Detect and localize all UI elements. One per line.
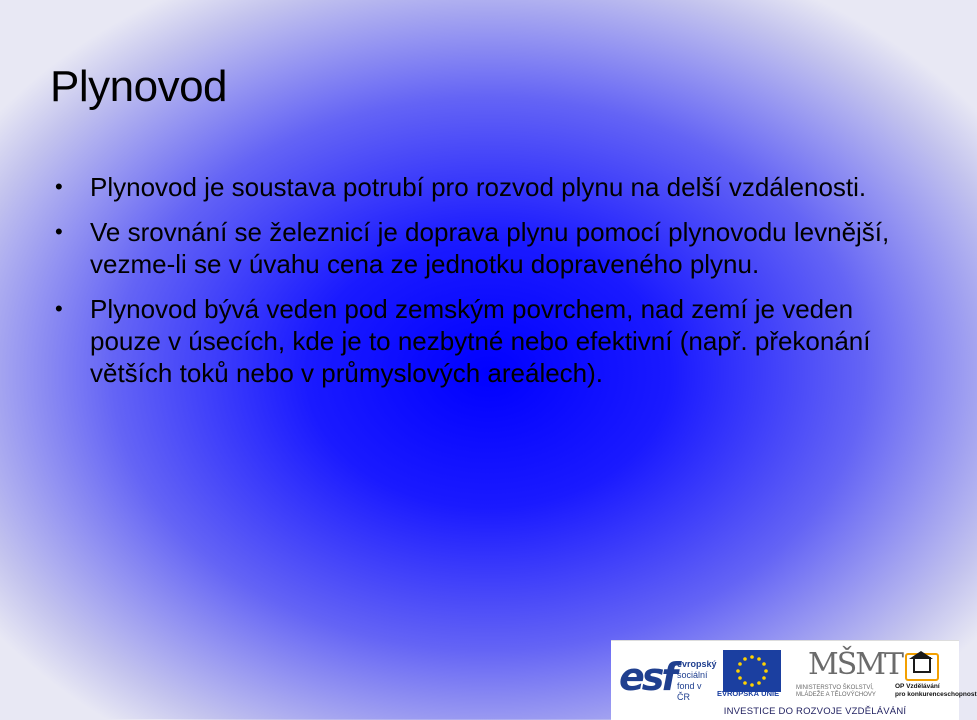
- op-house-icon: [913, 657, 931, 673]
- bullet-text-2: Ve srovnání se železnicí je doprava plynu pomocí plynovodu levnější, vezme-li se v úvahu cena ze jednotku dopraveného plynu.: [90, 217, 890, 279]
- bullet-text-3: Plynovod bývá veden pod zemským povrchem, nad zemí je veden pouze v úsecích, kde je to nezbytné nebo efektivní (např. překonání větších toků nebo v průmyslových areálech).: [90, 294, 871, 388]
- bullet-icon: •: [55, 296, 63, 321]
- op-vk-logo: [895, 649, 977, 699]
- slide-title: Plynovod: [50, 62, 228, 111]
- bullet-icon: •: [55, 174, 63, 199]
- bullet-item-3: [55, 293, 915, 389]
- msmt-text: MINISTERSTVO ŠKOLSTVÍ, MLÁDEŽE A TĚLOVÝCHOVY: [796, 685, 876, 698]
- msmt-logo: [796, 647, 902, 698]
- bullet-item-2: [55, 216, 915, 280]
- eu-label: EVROPSKÁ UNIE: [717, 689, 780, 698]
- esf-text: evropský sociální fond v ČR: [677, 659, 717, 702]
- eu-stars-icon: [723, 650, 781, 692]
- bullet-list: [55, 171, 915, 402]
- bullet-text-1: Plynovod je soustava potrubí pro rozvod plynu na delší vzdálenosti.: [90, 172, 867, 202]
- esf-mark: esf: [619, 655, 675, 699]
- esf-logo: [619, 649, 717, 702]
- msmt-mark: MŠMT: [808, 647, 902, 682]
- bullet-icon: •: [55, 219, 63, 244]
- op-text: OP Vzdělávání pro konkurenceschopnost: [895, 683, 977, 698]
- bullet-item-1: [55, 171, 915, 203]
- tagline: INVESTICE DO ROZVOJE VZDĚLÁVÁNÍ: [723, 706, 907, 717]
- sponsor-logo-bar: [611, 640, 977, 720]
- eu-flag-icon: [723, 650, 781, 692]
